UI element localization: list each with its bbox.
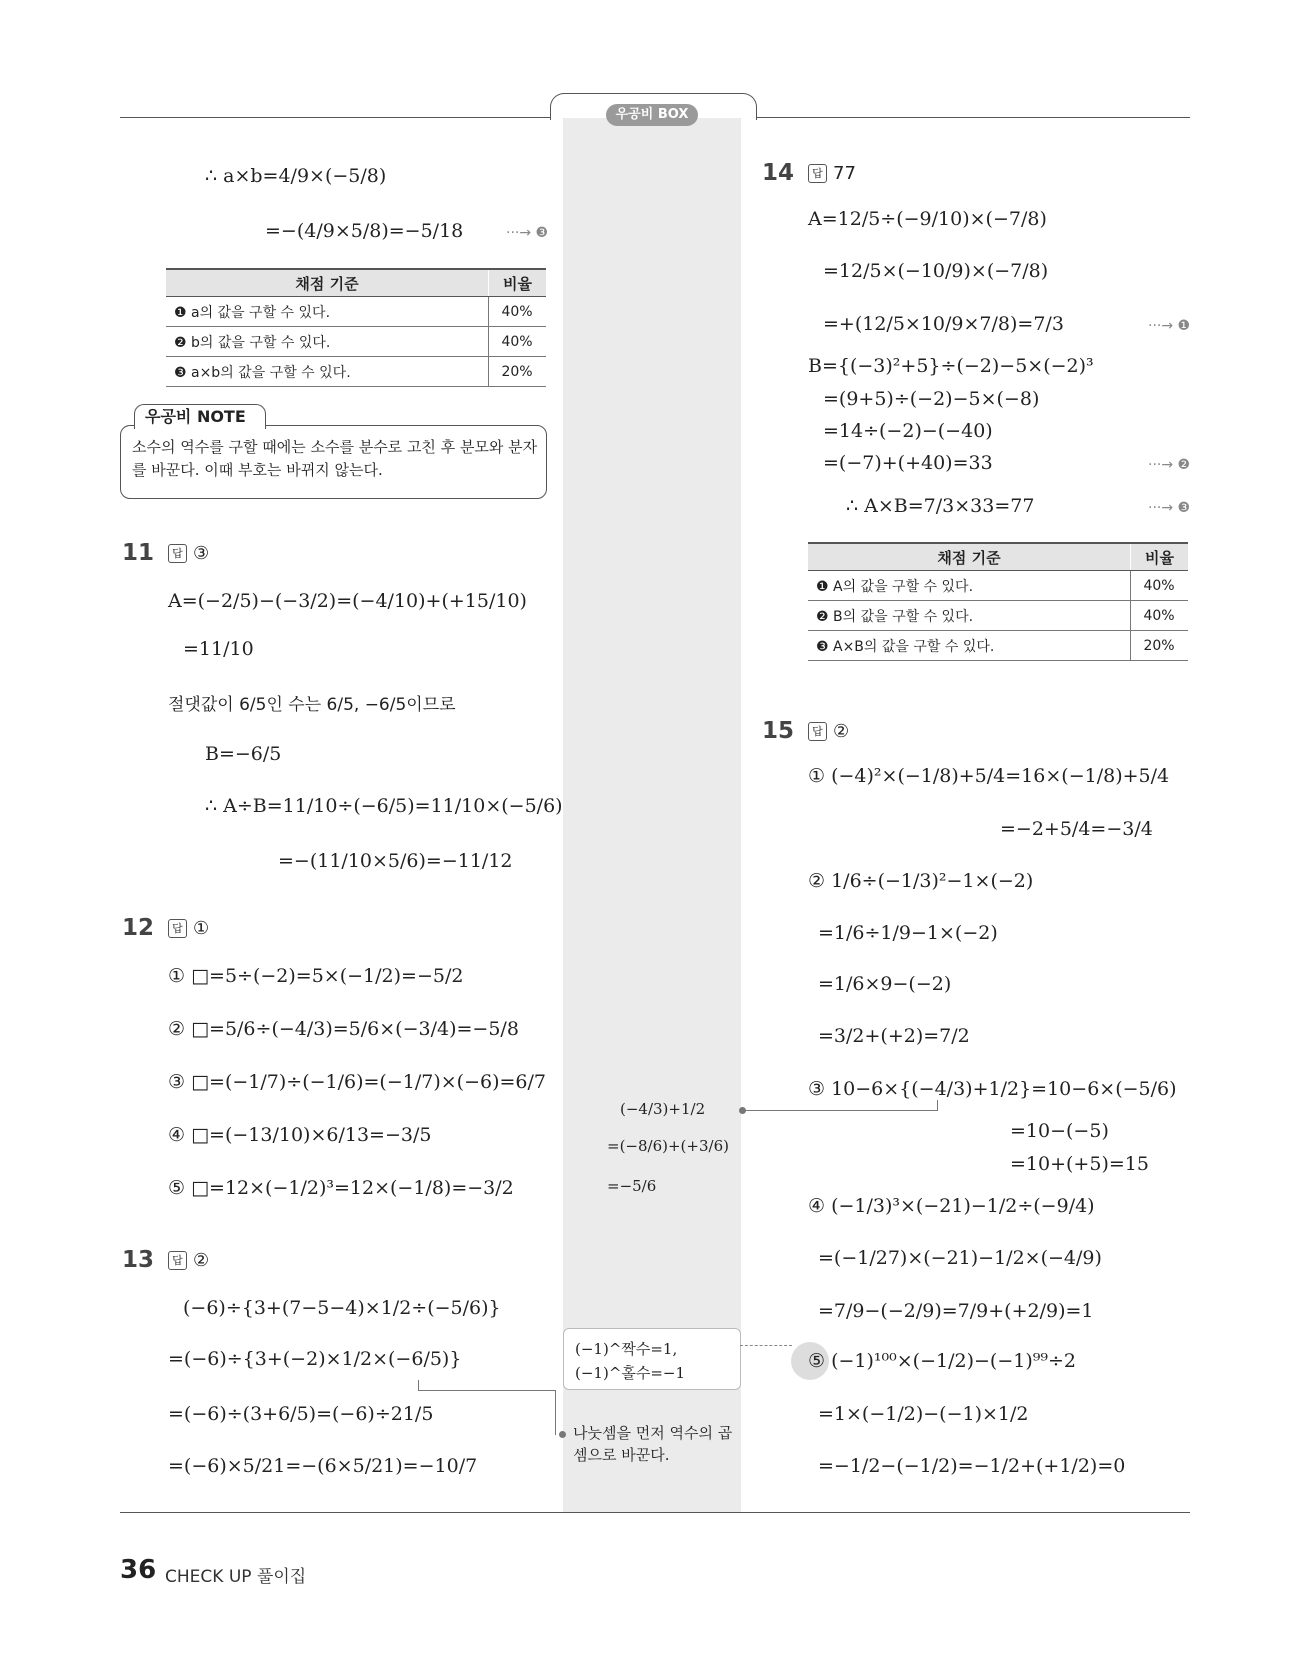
- table-row: [166, 297, 546, 327]
- q15-b4: =3/2+(+2)=7/2: [818, 1025, 970, 1047]
- question-number: 15: [762, 718, 795, 744]
- answer-value: 77: [833, 163, 856, 184]
- q15-e2: =1×(−1/2)−(−1)×1/2: [818, 1403, 1029, 1425]
- table-cell: ❸ a×b의 값을 구할 수 있다.: [166, 357, 489, 387]
- table-cell: 20%: [1131, 631, 1189, 661]
- answer-badge: 답: [168, 1251, 187, 1270]
- q14-line8: ∴ A×B=7/3×33=77: [846, 495, 1035, 517]
- center-calc-line3: =−5/6: [607, 1177, 657, 1195]
- table-header: 채점 기준: [166, 269, 489, 297]
- q15-c2: =10−(−5): [1010, 1120, 1109, 1142]
- p10-line1: ∴ a×b=4/9×(−5/8): [205, 165, 387, 187]
- table-cell: 40%: [1131, 601, 1189, 631]
- parity-odd: (−1)^홀수=−1: [575, 1364, 686, 1382]
- bottom-rule: [120, 1512, 1190, 1513]
- answer-badge: 답: [168, 919, 187, 938]
- q14-line3: =+(12/5×10/9×7/8)=7/3: [823, 313, 1064, 335]
- q12-line2: ② □=5/6÷(−4/3)=5/6×(−3/4)=−5/8: [168, 1018, 519, 1040]
- q14-line5: =(9+5)÷(−2)−5×(−8): [823, 388, 1040, 410]
- center-column: [563, 118, 741, 1512]
- q11-line2: =11/10: [183, 638, 254, 660]
- note-title: 우공비 NOTE: [134, 404, 266, 429]
- connector-line: [937, 1100, 938, 1111]
- answer-value: ②: [833, 721, 850, 742]
- answer-label: [808, 163, 856, 184]
- q11-line3: 절댓값이 6/5인 수는 6/5, −6/5이므로: [168, 695, 456, 715]
- table-cell: 40%: [489, 327, 547, 357]
- table-cell: 20%: [489, 357, 547, 387]
- q15-e1: ⑤ (−1)¹⁰⁰×(−1/2)−(−1)⁹⁹÷2: [808, 1350, 1076, 1372]
- connector-line: [418, 1390, 556, 1391]
- connector-line: [555, 1390, 556, 1435]
- q15-a1: ① (−4)²×(−1/8)+5/4=16×(−1/8)+5/4: [808, 765, 1170, 787]
- center-calc-line2: =(−8/6)+(+3/6): [607, 1137, 729, 1155]
- q14-line4: B={(−3)²+5}÷(−2)−5×(−2)³: [808, 355, 1094, 377]
- q15-d2: =(−1/27)×(−21)−1/2×(−4/9): [818, 1247, 1102, 1269]
- table-header: 채점 기준: [808, 543, 1131, 571]
- table-cell: ❶ a의 값을 구할 수 있다.: [166, 297, 489, 327]
- answer-label: [808, 721, 849, 742]
- scoring-table-1: [166, 268, 546, 387]
- connector-line: [743, 1110, 938, 1111]
- answer-badge: 답: [808, 722, 827, 741]
- q12-line4: ④ □=(−13/10)×6/13=−3/5: [168, 1124, 432, 1146]
- connector-dashed: [740, 1345, 792, 1346]
- table-cell: ❷ B의 값을 구할 수 있다.: [808, 601, 1131, 631]
- table-row: [808, 601, 1188, 631]
- q14-line6: =14÷(−2)−(−40): [823, 420, 993, 442]
- p10-line2: =−(4/9×5/8)=−5/18: [265, 220, 464, 242]
- step-marker: ···→ ❶: [1148, 318, 1191, 334]
- q15-b2: =1/6÷1/9−1×(−2): [818, 922, 998, 944]
- q14-line7: =(−7)+(+40)=33: [823, 452, 993, 474]
- q13-line4: =(−6)×5/21=−(6×5/21)=−10/7: [168, 1455, 478, 1477]
- answer-label: [168, 918, 209, 939]
- table-cell: 40%: [489, 297, 547, 327]
- question-number: 14: [762, 160, 795, 186]
- question-number: 11: [122, 540, 155, 566]
- q15-d3: =7/9−(−2/9)=7/9+(+2/9)=1: [818, 1300, 1094, 1322]
- answer-badge: 답: [808, 164, 827, 183]
- center-calc-line1: (−4/3)+1/2: [620, 1100, 706, 1118]
- q12-line1: ① □=5÷(−2)=5×(−1/2)=−5/2: [168, 965, 464, 987]
- answer-label: [168, 1250, 209, 1271]
- note-text: 소수의 역수를 구할 때에는 소수를 분수로 고친 후 분모와 분자를 바꾼다. 이때 부호는 바뀌지 않는다.: [132, 438, 538, 479]
- parity-even: (−1)^짝수=1,: [575, 1340, 678, 1358]
- footer-title: CHECK UP 풀이집: [165, 1567, 307, 1587]
- answer-value: ②: [193, 1250, 210, 1271]
- q12-line5: ⑤ □=12×(−1/2)³=12×(−1/8)=−3/2: [168, 1177, 514, 1199]
- connector-dot: [559, 1431, 566, 1438]
- q15-a2: =−2+5/4=−3/4: [1000, 818, 1153, 840]
- answer-badge: 답: [168, 544, 187, 563]
- q14-line1: A=12/5÷(−9/10)×(−7/8): [808, 208, 1047, 230]
- table-cell: ❷ b의 값을 구할 수 있다.: [166, 327, 489, 357]
- connector-line: [418, 1380, 419, 1391]
- q15-e3: =−1/2−(−1/2)=−1/2+(+1/2)=0: [818, 1455, 1126, 1477]
- q13-line2: =(−6)÷{3+(−2)×1/2×(−6/5)}: [168, 1348, 462, 1370]
- box-label: 우공비 BOX: [606, 104, 698, 126]
- question-number: 13: [122, 1247, 155, 1273]
- q15-d1: ④ (−1/3)³×(−21)−1/2÷(−9/4): [808, 1195, 1095, 1217]
- q15-b1: ② 1/6÷(−1/3)²−1×(−2): [808, 870, 1034, 892]
- q11-line4: B=−6/5: [205, 743, 282, 765]
- step-marker: ···→ ❸: [1148, 500, 1191, 516]
- question-number: 12: [122, 915, 155, 941]
- center-tip: 나눗셈을 먼저 역수의 곱셈으로 바꾼다.: [573, 1424, 733, 1464]
- q12-line3: ③ □=(−1/7)÷(−1/6)=(−1/7)×(−6)=6/7: [168, 1071, 547, 1093]
- q11-line5: ∴ A÷B=11/10÷(−6/5)=11/10×(−5/6): [205, 795, 563, 817]
- table-row: [166, 327, 546, 357]
- table-row: [166, 357, 546, 387]
- page-number: 36: [120, 1555, 157, 1585]
- q15-b3: =1/6×9−(−2): [818, 973, 952, 995]
- scoring-table-2: [808, 542, 1188, 661]
- q11-line6: =−(11/10×5/6)=−11/12: [278, 850, 513, 872]
- q14-line2: =12/5×(−10/9)×(−7/8): [823, 260, 1049, 282]
- table-row: [808, 571, 1188, 601]
- q13-line3: =(−6)÷(3+6/5)=(−6)÷21/5: [168, 1403, 434, 1425]
- table-row: [808, 631, 1188, 661]
- q15-c3: =10+(+5)=15: [1010, 1153, 1149, 1175]
- table-cell: ❶ A의 값을 구할 수 있다.: [808, 571, 1131, 601]
- answer-value: ③: [193, 543, 210, 564]
- step-marker: ···→ ❸: [506, 225, 549, 241]
- table-header: 비율: [1131, 543, 1189, 571]
- q15-c1: ③ 10−6×{(−4/3)+1/2}=10−6×(−5/6): [808, 1078, 1177, 1100]
- table-header: 비율: [489, 269, 547, 297]
- answer-value: ①: [193, 918, 210, 939]
- answer-label: [168, 543, 209, 564]
- table-cell: ❸ A×B의 값을 구할 수 있다.: [808, 631, 1131, 661]
- q11-line1: A=(−2/5)−(−3/2)=(−4/10)+(+15/10): [168, 590, 527, 612]
- q13-line1: (−6)÷{3+(7−5−4)×1/2÷(−5/6)}: [183, 1297, 501, 1319]
- table-cell: 40%: [1131, 571, 1189, 601]
- step-marker: ···→ ❷: [1148, 457, 1191, 473]
